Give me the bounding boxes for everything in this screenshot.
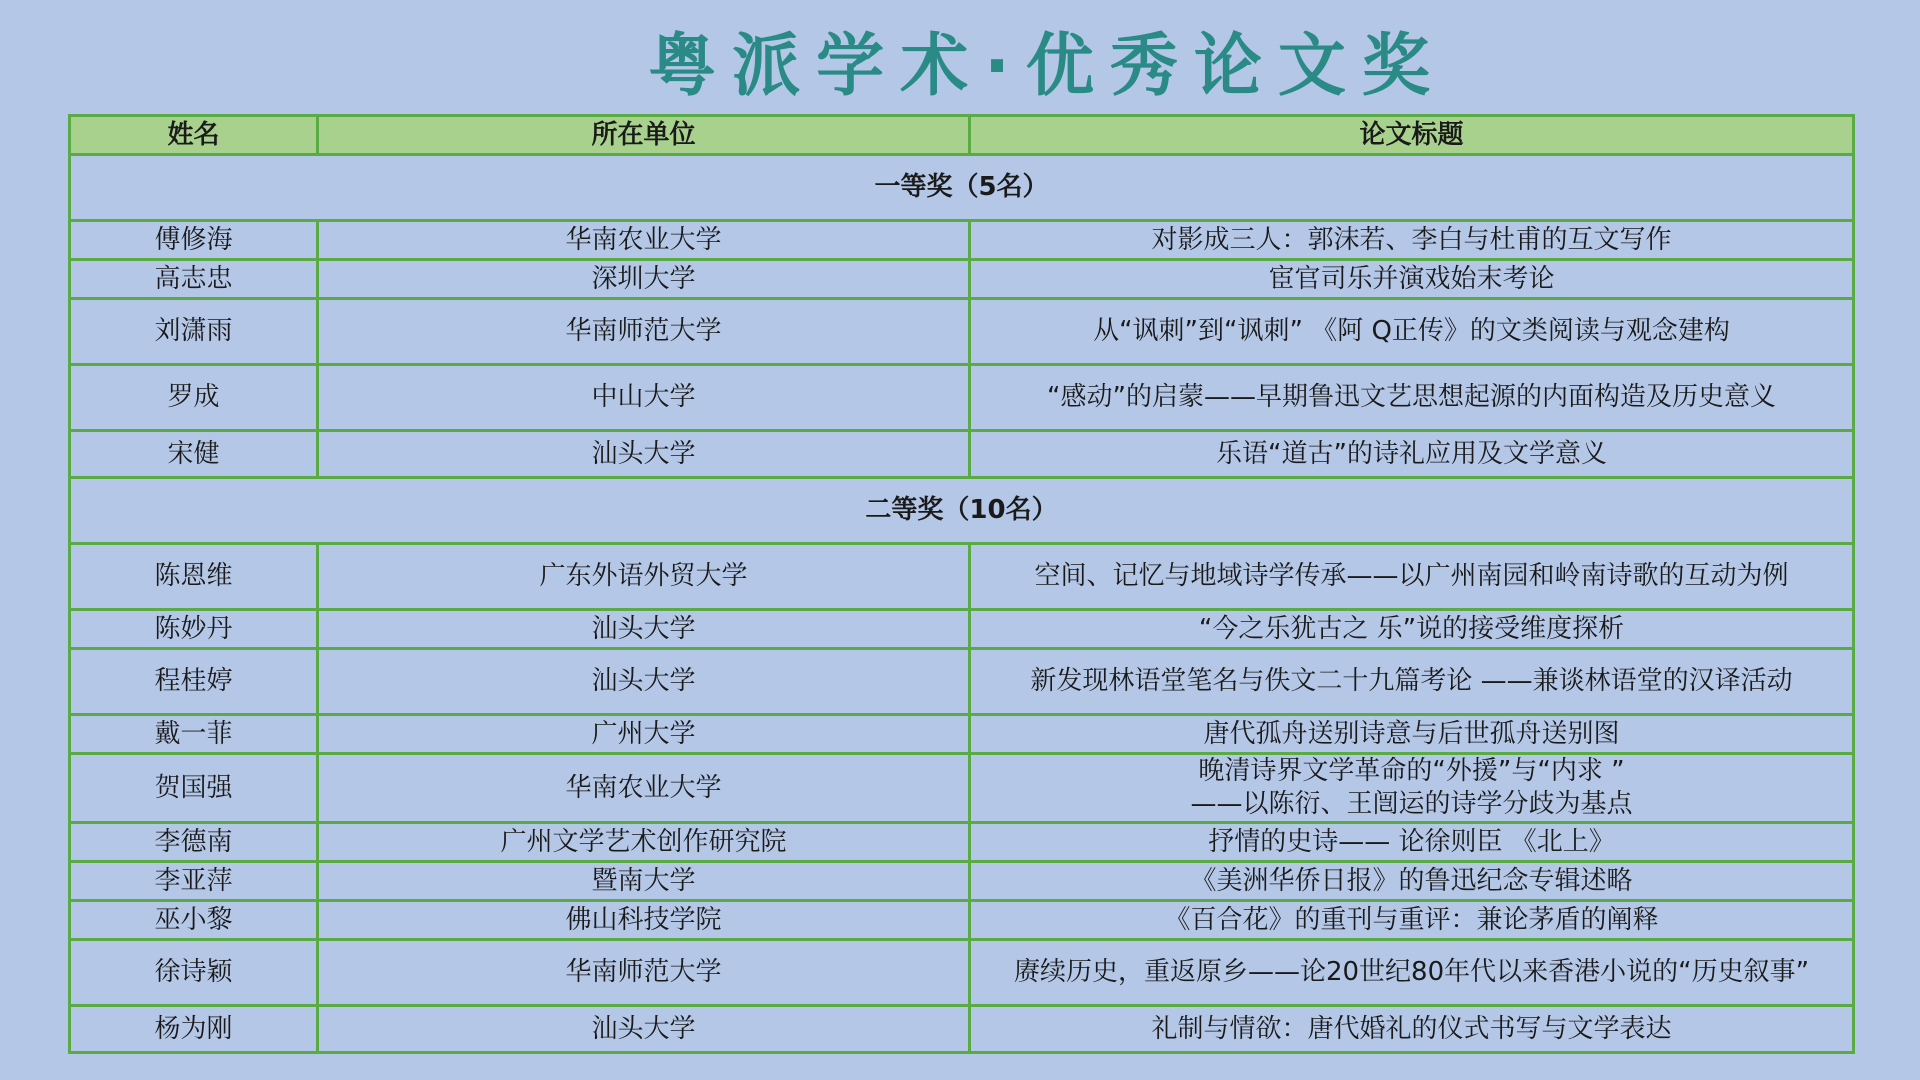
cell-name: 杨为刚	[70, 1006, 318, 1053]
cell-title: “今之乐犹古之 乐”说的接受维度探析	[970, 610, 1854, 649]
cell-unit: 佛山科技学院	[318, 901, 970, 940]
cell-title-line2: ——以陈衍、王闿运的诗学分歧为基点	[1190, 789, 1633, 819]
cell-name: 傅修海	[70, 221, 318, 260]
table-row	[70, 299, 1854, 365]
table-row	[70, 431, 1854, 478]
cell-unit: 汕头大学	[318, 610, 970, 649]
cell-title: 礼制与情欲：唐代婚礼的仪式书写与文学表达	[970, 1006, 1854, 1053]
cell-title: 赓续历史，重返原乡——论20世纪80年代以来香港小说的“历史叙事”	[970, 940, 1854, 1006]
cell-unit: 广州文学艺术创作研究院	[318, 823, 970, 862]
cell-unit: 汕头大学	[318, 1006, 970, 1053]
cell-title: 《百合花》的重刊与重评：兼论茅盾的阐释	[970, 901, 1854, 940]
table-row	[70, 365, 1854, 431]
cell-name: 程桂婷	[70, 649, 318, 715]
header-unit: 所在单位	[318, 116, 970, 155]
cell-name: 徐诗颖	[70, 940, 318, 1006]
cell-title: 新发现林语堂笔名与佚文二十九篇考论 ——兼谈林语堂的汉译活动	[970, 649, 1854, 715]
cell-name: 罗成	[70, 365, 318, 431]
table-row	[70, 823, 1854, 862]
cell-title: 从“讽刺”到“讽刺” 《阿 Q正传》的文类阅读与观念建构	[970, 299, 1854, 365]
cell-name: 巫小黎	[70, 901, 318, 940]
cell-unit: 华南师范大学	[318, 299, 970, 365]
cell-unit: 华南农业大学	[318, 221, 970, 260]
table-row	[70, 754, 1854, 823]
cell-title: 宦官司乐并演戏始末考论	[970, 260, 1854, 299]
header-name: 姓名	[70, 116, 318, 155]
cell-unit: 华南师范大学	[318, 940, 970, 1006]
cell-title: 抒情的史诗—— 论徐则臣 《北上》	[970, 823, 1854, 862]
section-label-second-prize: 二等奖（10名）	[70, 478, 1854, 544]
table-row	[70, 544, 1854, 610]
cell-title: 对影成三人：郭沫若、李白与杜甫的互文写作	[970, 221, 1854, 260]
cell-name: 陈妙丹	[70, 610, 318, 649]
cell-unit: 汕头大学	[318, 431, 970, 478]
cell-name: 高志忠	[70, 260, 318, 299]
cell-unit: 华南农业大学	[318, 754, 970, 823]
cell-unit: 广东外语外贸大学	[318, 544, 970, 610]
cell-name: 宋健	[70, 431, 318, 478]
cell-unit: 汕头大学	[318, 649, 970, 715]
table-row	[70, 1006, 1854, 1053]
cell-title: 空间、记忆与地域诗学传承——以广州南园和岭南诗歌的互动为例	[970, 544, 1854, 610]
table-row	[70, 940, 1854, 1006]
cell-title: 乐语“道古”的诗礼应用及文学意义	[970, 431, 1854, 478]
cell-name: 陈恩维	[70, 544, 318, 610]
cell-name: 贺国强	[70, 754, 318, 823]
table-row	[70, 260, 1854, 299]
table-row	[70, 610, 1854, 649]
table-row	[70, 649, 1854, 715]
cell-title-line1: 晚清诗界文学革命的“外援”与“内求 ”	[1198, 756, 1625, 786]
awards-table	[68, 114, 1855, 1054]
cell-unit: 中山大学	[318, 365, 970, 431]
cell-name: 刘潇雨	[70, 299, 318, 365]
page-title: 粤派学术·优秀论文奖	[648, 27, 1446, 106]
cell-title	[970, 754, 1854, 823]
table-header-row	[70, 116, 1854, 155]
cell-unit: 广州大学	[318, 715, 970, 754]
header-title: 论文标题	[970, 116, 1854, 155]
table-row	[70, 901, 1854, 940]
cell-title: 唐代孤舟送别诗意与后世孤舟送别图	[970, 715, 1854, 754]
table-row	[70, 221, 1854, 260]
cell-unit: 深圳大学	[318, 260, 970, 299]
cell-name: 戴一菲	[70, 715, 318, 754]
section-label-first-prize: 一等奖（5名）	[70, 155, 1854, 221]
cell-unit: 暨南大学	[318, 862, 970, 901]
cell-name: 李德南	[70, 823, 318, 862]
table-row	[70, 862, 1854, 901]
section-row-second-prize	[70, 478, 1854, 544]
cell-title: 《美洲华侨日报》的鲁迅纪念专辑述略	[970, 862, 1854, 901]
section-row-first-prize	[70, 155, 1854, 221]
cell-name: 李亚萍	[70, 862, 318, 901]
table-row	[70, 715, 1854, 754]
cell-title: “感动”的启蒙——早期鲁迅文艺思想起源的内面构造及历史意义	[970, 365, 1854, 431]
